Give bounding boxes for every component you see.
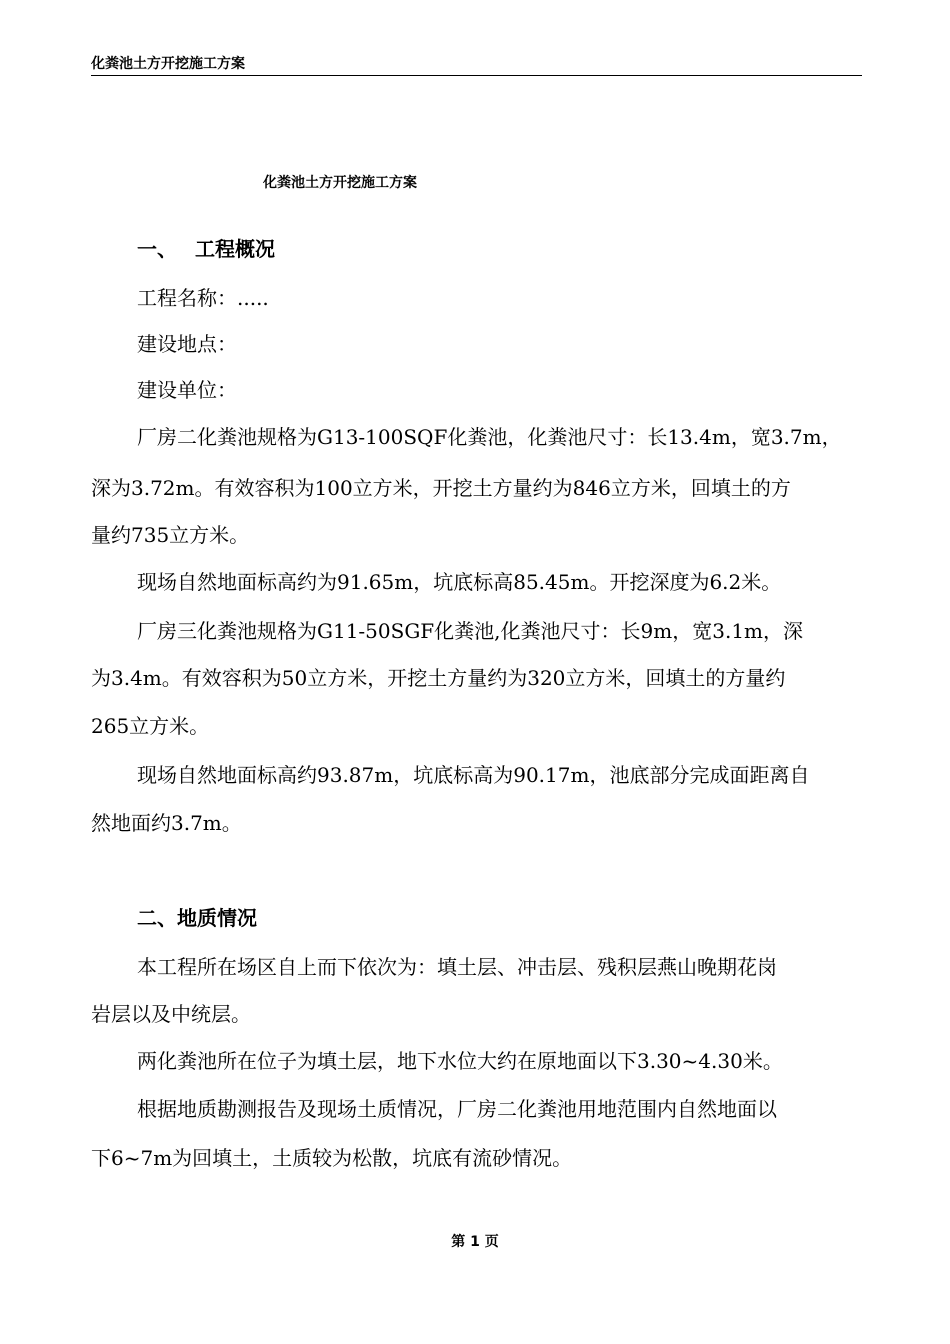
paragraph-text-line: 现场自然地面标高约93.87m，坑底标高为90.17m，池底部分完成面距离自 bbox=[137, 763, 810, 787]
construction-unit-line: 建设单位： bbox=[137, 378, 237, 402]
paragraph-text-line: 深为3.72m。有效容积为100立方米，开挖土方量约为846立方米，回填土的方 bbox=[91, 476, 791, 500]
project-name-line: 工程名称：..... bbox=[137, 286, 269, 310]
paragraph-text-line: 为3.4m。有效容积为50立方米，开挖土方量约为320立方米，回填土的方量约 bbox=[91, 666, 786, 690]
paragraph-text-line: 265立方米。 bbox=[91, 714, 210, 738]
paragraph-text-line: 本工程所在场区自上而下依次为：填土层、冲击层、残积层燕山晚期花岗 bbox=[137, 955, 777, 979]
running-header-title: 化粪池土方开挖施工方案 bbox=[91, 56, 245, 72]
paragraph-text-line: 厂房三化粪池规格为G11-50SGF化粪池,化粪池尺寸：长9m，宽3.1m，深 bbox=[137, 619, 804, 643]
section-1-number: 一、 bbox=[137, 237, 177, 261]
header-divider bbox=[91, 75, 862, 76]
paragraph-text-line: 岩层以及中统层。 bbox=[91, 1002, 251, 1026]
section-1-heading bbox=[137, 237, 275, 261]
paragraph-text-line: 下6~7m为回填土，土质较为松散，坑底有流砂情况。 bbox=[91, 1146, 573, 1170]
section-1-title: 工程概况 bbox=[195, 237, 275, 261]
paragraph-text-line: 现场自然地面标高约为91.65m，坑底标高85.45m。开挖深度为6.2米。 bbox=[137, 570, 782, 594]
paragraph-text-line: 两化粪池所在位子为填土层，地下水位大约在原地面以下3.30~4.30米。 bbox=[137, 1049, 783, 1073]
paragraph-text-line: 根据地质勘测报告及现场土质情况，厂房二化粪池用地范围内自然地面以 bbox=[137, 1097, 777, 1121]
document-title: 化粪池土方开挖施工方案 bbox=[263, 175, 417, 191]
section-2-heading: 二、地质情况 bbox=[137, 906, 257, 930]
page-number: 第 1 页 bbox=[451, 1234, 499, 1250]
construction-site-line: 建设地点： bbox=[137, 332, 237, 356]
paragraph-text-line: 量约735立方米。 bbox=[91, 523, 250, 547]
paragraph-text-line: 然地面约3.7m。 bbox=[91, 811, 242, 835]
paragraph-text-line: 厂房二化粪池规格为G13-100SQF化粪池，化粪池尺寸：长13.4m，宽3.7m， bbox=[137, 425, 842, 449]
